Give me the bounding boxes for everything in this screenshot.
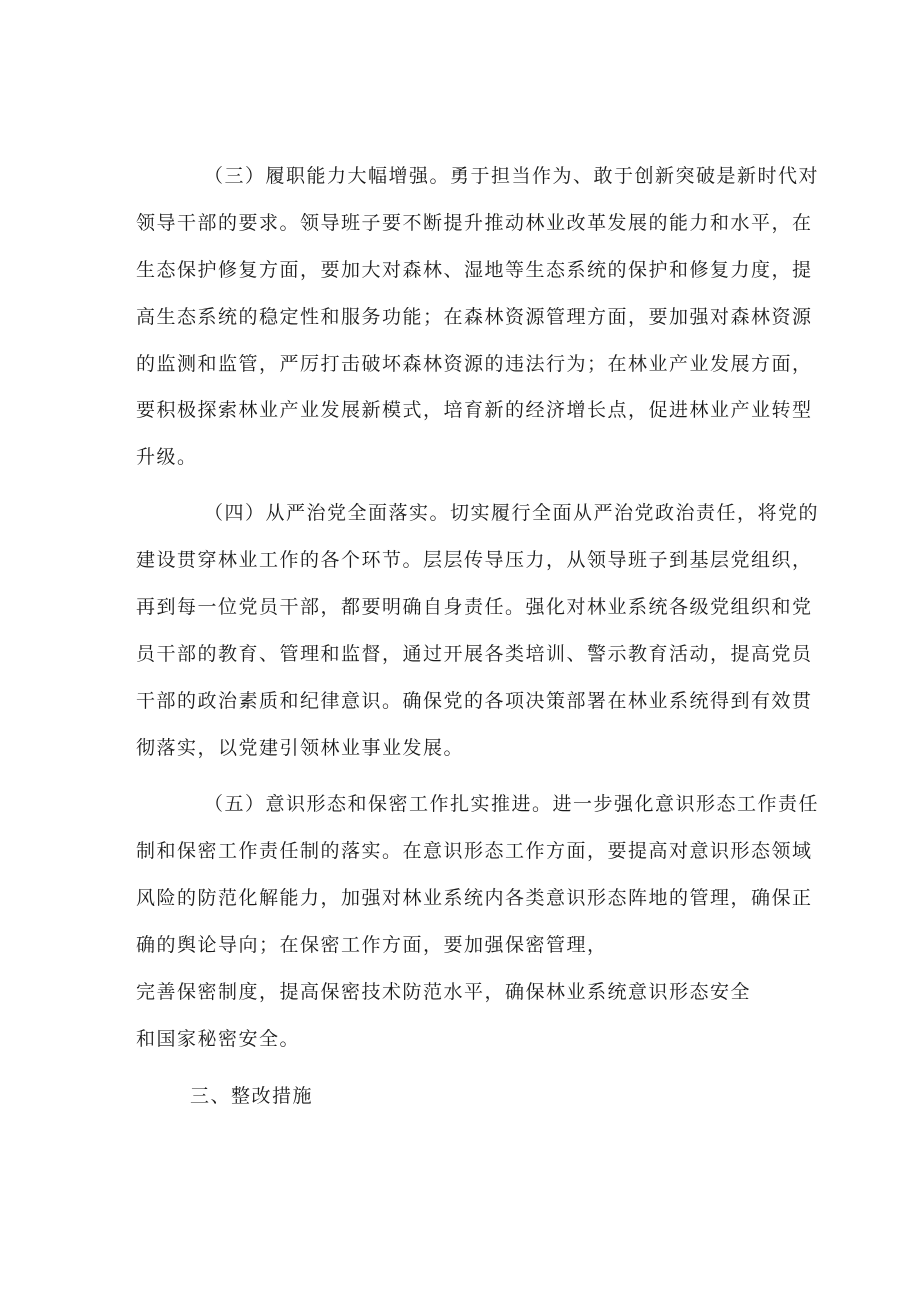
section-heading: 三、整改措施	[190, 1085, 314, 1107]
text-line: （四）从严治党全面落实。切实履行全面从严治党政治责任，将党的	[204, 502, 820, 524]
text-line: 建设贯穿林业工作的各个环节。层层传导压力，从领导班子到基层党组织，	[136, 549, 813, 571]
text-line: 员干部的教育、管理和监督，通过开展各类培训、警示教育活动，提高党员	[136, 643, 813, 665]
text-line: 高生态系统的稳定性和服务功能；在森林资源管理方面，要加强对森林资源	[136, 306, 813, 328]
text-line: （三）履职能力大幅增强。勇于担当作为、敢于创新突破是新时代对	[204, 165, 820, 187]
text-line: （五）意识形态和保密工作扎实推进。进一步强化意识形态工作责任	[204, 793, 820, 815]
text-line: 升级。	[136, 446, 198, 468]
text-line: 领导干部的要求。领导班子要不断提升推动林业改革发展的能力和水平，在	[136, 212, 813, 234]
text-line: 要积极探索林业产业发展新模式，培育新的经济增长点，促进林业产业转型	[136, 399, 813, 421]
text-line: 干部的政治素质和纪律意识。确保党的各项决策部署在林业系统得到有效贯	[136, 690, 813, 712]
text-line: 生态保护修复方面，要加大对森林、湿地等生态系统的保护和修复力度，提	[136, 259, 813, 281]
text-line: 制和保密工作责任制的落实。在意识形态工作方面，要提高对意识形态领域	[136, 840, 813, 862]
text-line: 彻落实，以党建引领林业事业发展。	[136, 737, 465, 759]
text-line: 再到每一位党员干部，都要明确自身责任。强化对林业系统各级党组织和党	[136, 596, 813, 618]
text-line: 的监测和监管，严厉打击破坏森林资源的违法行为；在林业产业发展方面，	[136, 353, 813, 375]
text-line: 确的舆论导向；在保密工作方面，要加强保密管理，	[136, 934, 608, 956]
text-line: 和国家秘密安全。	[136, 1028, 301, 1050]
text-line: 风险的防范化解能力，加强对林业系统内各类意识形态阵地的管理，确保正	[136, 887, 813, 909]
text-line: 完善保密制度，提高保密技术防范水平，确保林业系统意识形态安全	[136, 981, 752, 1003]
